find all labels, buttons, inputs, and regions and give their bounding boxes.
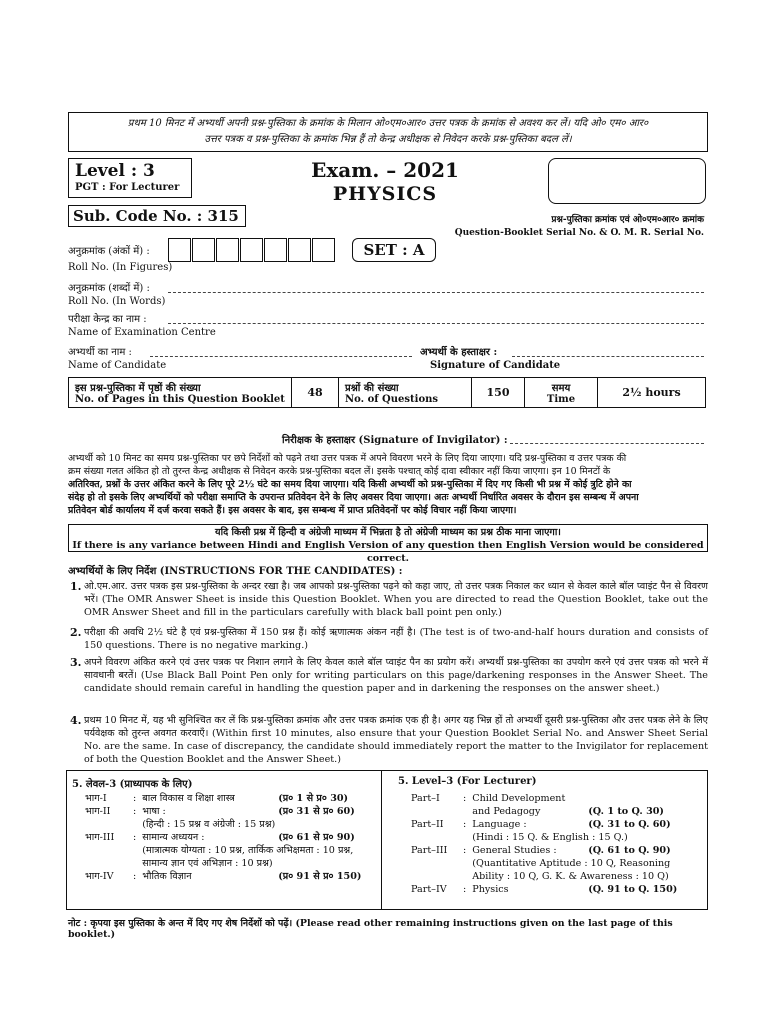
centre-label-en: Name of Examination Centre — [68, 327, 216, 338]
section-row — [408, 857, 704, 883]
level-sub: PGT : For Lecturer — [75, 182, 180, 193]
part-title: बाल विकास व शिक्षा शास्त्र — [142, 793, 235, 804]
q-range: (Q. 31 to Q. 60) — [588, 819, 671, 830]
roll-figures-label-hi: अनुक्रमांक (अंकों में) : — [68, 246, 150, 257]
pages-label-hi: इस प्रश्न-पुस्तिका में पृष्ठों की संख्या — [75, 383, 201, 394]
exam-title: Exam. – 2021 — [311, 158, 459, 182]
serial-number-box[interactable] — [548, 158, 706, 204]
signature-label-en: Signature of Candidate — [430, 360, 561, 371]
q-range: (प्र० 31 से प्र० 60) — [278, 806, 355, 817]
questions-cell — [339, 378, 472, 408]
section-row — [82, 818, 378, 831]
instruction-text: अपने विवरण अंकित करने एवं उत्तर पत्रक पर निशान लगाने के लिए केवल काले बॉल प्वाइंट पैन का प्रयोग करें। अभ्यर्थी प्रश्न-पुस्तिका का उपयोग करने एवं उत्तर पत्रक को भरने में सावधानी बरतें। (Use Black Ball Point Pen only for writing particulars on this page/darkening responses in the Answer Sheet. The candidate should remain careful in handling the question paper and in darkening the responses on the answer sheet.) — [84, 657, 708, 694]
time-value: 2½ hours — [598, 378, 706, 408]
roll-digit-box[interactable] — [240, 238, 263, 262]
instruction-item — [70, 656, 708, 695]
sep — [130, 844, 139, 870]
roll-digit-box[interactable] — [312, 238, 335, 262]
roll-figures-boxes[interactable] — [168, 238, 335, 262]
part — [408, 831, 460, 844]
part — [408, 857, 460, 883]
set-badge: SET : A — [352, 238, 436, 262]
questions-label-en: No. of Questions — [345, 394, 439, 405]
candidate-name-field[interactable] — [150, 356, 412, 357]
centre-field[interactable] — [168, 323, 704, 324]
roll-words-label-hi: अनुक्रमांक (शब्दों में) : — [68, 283, 150, 294]
level-box-divider — [381, 770, 382, 910]
part-title: General Studies : — [472, 845, 557, 856]
instructions-title: अभ्यर्थियों के लिए निर्देश (INSTRUCTIONS FOR THE CANDIDATES) : — [68, 566, 403, 577]
instruction-text: ओ.एम.आर. उत्तर पत्रक इस प्रश्न-पुस्तिका के अन्दर रखा है। जब आपको प्रश्न-पुस्तिका पढ़ने को कहा जाए, तो उत्तर पत्रक निकाल कर ध्यान से केवल काले बॉल प्वाइंट पैन से विवरण भरें। (The OMR Answer Sheet is inside this Question Booklet. When you are directed to read the Question Booklet, take out the OMR Answer Sheet and fill in the particulars carefully with black ball point pen only.) — [84, 581, 708, 618]
para-line: क्रम संख्या गलत अंकित हो तो तुरन्त केन्द्र अधीक्षक से निवेदन करके प्रश्न-पुस्तिका बदल लें। इसके पश्चात् कोई दावा स्वीकार नहीं किया जाएगा। इन 10 मिनटों के — [68, 466, 611, 477]
part-title: सामान्य अध्ययन : — [142, 832, 205, 843]
sep — [130, 818, 139, 831]
questions-label-hi: प्रश्नों की संख्या — [345, 383, 399, 394]
part-title: (हिन्दी : 15 प्रश्न व अंग्रेजी : 15 प्रश्न) — [142, 819, 276, 830]
invigilator-field[interactable] — [510, 443, 704, 444]
part: Part–II — [411, 819, 444, 830]
questions-value: 150 — [472, 378, 525, 408]
roll-figures-label-en: Roll No. (In Figures) — [68, 262, 173, 273]
instruction-number: 3. — [70, 656, 82, 669]
part-title: Physics — [472, 884, 509, 895]
part: Part–III — [411, 845, 448, 856]
part-title: (Quantitative Aptitude : 10 Q, Reasoning Ability : 10 Q, G. K. & Awareness : 10 Q) — [472, 858, 671, 882]
section-row — [408, 792, 704, 818]
roll-words-label-en: Roll No. (In Words) — [68, 296, 166, 307]
section-row — [408, 831, 704, 844]
part: Part–I — [411, 793, 440, 804]
candidate-label-hi: अभ्यर्थी का नाम : — [68, 347, 132, 358]
footer-note: नोट : कृपया इस पुस्तिका के अन्त में दिए गए शेष निर्देशों को पढ़ें। (Please read other remaining instructions given on the last page of this booklet.) — [68, 918, 673, 940]
roll-digit-box[interactable] — [288, 238, 311, 262]
instruction-item — [70, 714, 708, 766]
q-range: (प्र० 1 से प्र० 30) — [278, 793, 349, 804]
section-row — [82, 870, 378, 883]
sep — [460, 831, 469, 844]
sep: : — [133, 793, 137, 804]
level-box — [68, 158, 192, 198]
para-line: अभ्यर्थी को 10 मिनट का समय प्रश्न-पुस्तिका पर छपे निर्देशों को पढ़ने तथा उत्तर पत्रक में अपने विवरण भरने के लिए दिया जाएगा। यदि प्रश्न-पुस्तिका व उत्तर पत्रक की — [68, 453, 627, 464]
time-cell — [525, 378, 598, 408]
hindi-instructions-para — [68, 452, 708, 517]
instruction-number: 1. — [70, 580, 82, 593]
pages-cell — [69, 378, 292, 408]
instruction-number: 4. — [70, 714, 82, 727]
notice-line-1: प्रथम 10 मिनट में अभ्यर्थी अपनी प्रश्न-पुस्तिका के क्रमांक के मिलान ओ०एम०आर० उत्तर पत्रक के क्रमांक से अवश्य कर लें। यदि ओ० एम० आर० — [127, 118, 649, 129]
part-title: भाषा : — [142, 806, 166, 817]
part: भाग-I — [85, 793, 107, 804]
sep: : — [463, 845, 467, 856]
q-range: (Q. 91 to Q. 150) — [588, 884, 678, 895]
q-range: (Q. 1 to Q. 30) — [588, 806, 664, 817]
section-row — [408, 883, 704, 896]
serial-label-en: Question-Booklet Serial No. & O. M. R. Serial No. — [454, 228, 704, 238]
part: Part–IV — [411, 884, 447, 895]
part-title: (Hindi : 15 Q. & English : 15 Q.) — [472, 832, 628, 843]
section-row — [82, 805, 378, 818]
part — [82, 818, 130, 831]
part: भाग-III — [85, 832, 115, 843]
roll-words-field[interactable] — [168, 292, 704, 293]
para-line: अतिरिक्त, प्रश्नों के उत्तर अंकित करने के लिए पूरे 2½ घंटे का समय दिया जाएगा। यदि किसी अभ्यर्थी को प्रश्न-पुस्तिका में दिए गए किसी भी प्रश्न में कोई त्रुटि होने का — [68, 479, 632, 490]
roll-digit-box[interactable] — [216, 238, 239, 262]
booklet-meta-table — [68, 377, 706, 408]
part-title: (मात्रात्मक योग्यता : 10 प्रश्न, तार्किक अभिक्षमता : 10 प्रश्न, सामान्य ज्ञान एवं अभिज्ञान : 10 प्रश्न) — [142, 845, 354, 869]
signature-field[interactable] — [512, 356, 704, 357]
instruction-text: प्रथम 10 मिनट में, यह भी सुनिश्चित कर लें कि प्रश्न-पुस्तिका क्रमांक और उत्तर पत्रक क्रमांक एक ही है। अगर यह भिन्न हों तो अभ्यर्थी दूसरी प्रश्न-पुस्तिका और उत्तर पत्रक लेने के लिए पर्यवेक्षक को तुरन्त अवगत करवाएँ। (Within first 10 minutes, also ensure that your Question Booklet Serial No. and Answer Sheet Serial No. are the same. In case of discrepancy, the candidate should immediately report the matter to the Invigilator for replacement of both the Question Booklet and the Answer Sheet.) — [84, 715, 708, 765]
q-range: (प्र० 91 से प्र० 150) — [278, 871, 362, 882]
section-row — [82, 831, 378, 844]
hindi-section-title: 5. लेवल-3 (प्राध्यापक के लिए) — [72, 779, 193, 790]
variance-notice — [68, 524, 708, 564]
part: भाग-II — [85, 806, 111, 817]
hindi-section-table — [82, 792, 378, 883]
notice-line-2: उत्तर पत्रक व प्रश्न-पुस्तिका के क्रमांक भिन्न हैं तो केन्द्र अधीक्षक से निवेदन करके प्रश्न-पुस्तिका बदल लें। — [204, 134, 572, 145]
roll-digit-box[interactable] — [264, 238, 287, 262]
para-line: संदेह हो तो इसके लिए अभ्यर्थियों को परीक्षा समाप्ति के उपरान्त प्रतिवेदन देने के लिए अवसर दिया जाएगा। अतः अभ्यर्थी निर्धारित अवसर के दौरान इस सम्बन्ध में अपना — [68, 492, 639, 503]
time-label-en: Time — [546, 394, 576, 405]
invigilator-label: निरीक्षक के हस्ताक्षर (Signature of Invigilator) : — [282, 435, 508, 446]
candidate-label-en: Name of Candidate — [68, 360, 167, 371]
instruction-text: परीक्षा की अवधि 2½ घंटे है एवं प्रश्न-पुस्तिका में 150 प्रश्न हैं। कोई ऋणात्मक अंकन नहीं है। (The test is of two-and-half hours duration and consists of 150 questions. There is no negative marking.) — [84, 627, 708, 651]
section-row — [408, 844, 704, 857]
sep: : — [463, 793, 467, 804]
instruction-item — [70, 626, 708, 652]
subject-title: PHYSICS — [332, 183, 438, 205]
english-section-table — [408, 792, 704, 896]
instruction-number: 2. — [70, 626, 82, 639]
roll-digit-box[interactable] — [168, 238, 191, 262]
centre-label-hi: परीक्षा केन्द्र का नाम : — [68, 314, 147, 325]
sub-code-box: Sub. Code No. : 315 — [68, 205, 246, 227]
section-row — [82, 792, 378, 805]
part-title: भौतिक विज्ञान — [142, 871, 192, 882]
part — [82, 844, 130, 870]
section-row — [82, 844, 378, 870]
variance-en: If there is any variance between Hindi and English Version of any question then English Version would be considered correct. — [72, 540, 704, 564]
sep: : — [463, 819, 467, 830]
sep — [460, 857, 469, 883]
part-title: Child Development and Pedagogy — [472, 793, 566, 817]
roll-digit-box[interactable] — [192, 238, 215, 262]
sep: : — [463, 884, 467, 895]
section-row — [408, 818, 704, 831]
part-title: Language : — [472, 819, 527, 830]
q-range: (Q. 61 to Q. 90) — [588, 845, 671, 856]
english-section-title: 5. Level–3 (For Lecturer) — [398, 776, 537, 787]
pages-value: 48 — [292, 378, 339, 408]
pages-label-en: No. of Pages in this Question Booklet — [75, 394, 285, 405]
q-range: (प्र० 61 से प्र० 90) — [278, 832, 355, 843]
instruction-item — [70, 580, 708, 619]
top-notice — [68, 112, 708, 152]
sep: : — [133, 806, 137, 817]
variance-hi: यदि किसी प्रश्न में हिन्दी व अंग्रेजी माध्यम में भिन्नता है तो अंग्रेजी माध्यम का प्रश्न ठीक माना जाएगा। — [215, 527, 561, 538]
sep: : — [133, 832, 137, 843]
time-label-hi: समय — [551, 383, 571, 394]
signature-label-hi: अभ्यर्थी के हस्ताक्षर : — [420, 347, 498, 358]
sep: : — [133, 871, 137, 882]
para-line: प्रतिवेदन बोर्ड कार्यालय में दर्ज करवा सकते हैं। इस अवसर के बाद, इस सम्बन्ध में प्राप्त प्रतिवेदनों पर कोई विचार नहीं किया जाएगा। — [68, 505, 517, 516]
serial-label-hi: प्रश्न-पुस्तिका क्रमांक एवं ओ०एम०आर० क्रमांक — [551, 215, 704, 225]
level-label: Level : 3 — [75, 161, 155, 181]
part: भाग-IV — [85, 871, 114, 882]
